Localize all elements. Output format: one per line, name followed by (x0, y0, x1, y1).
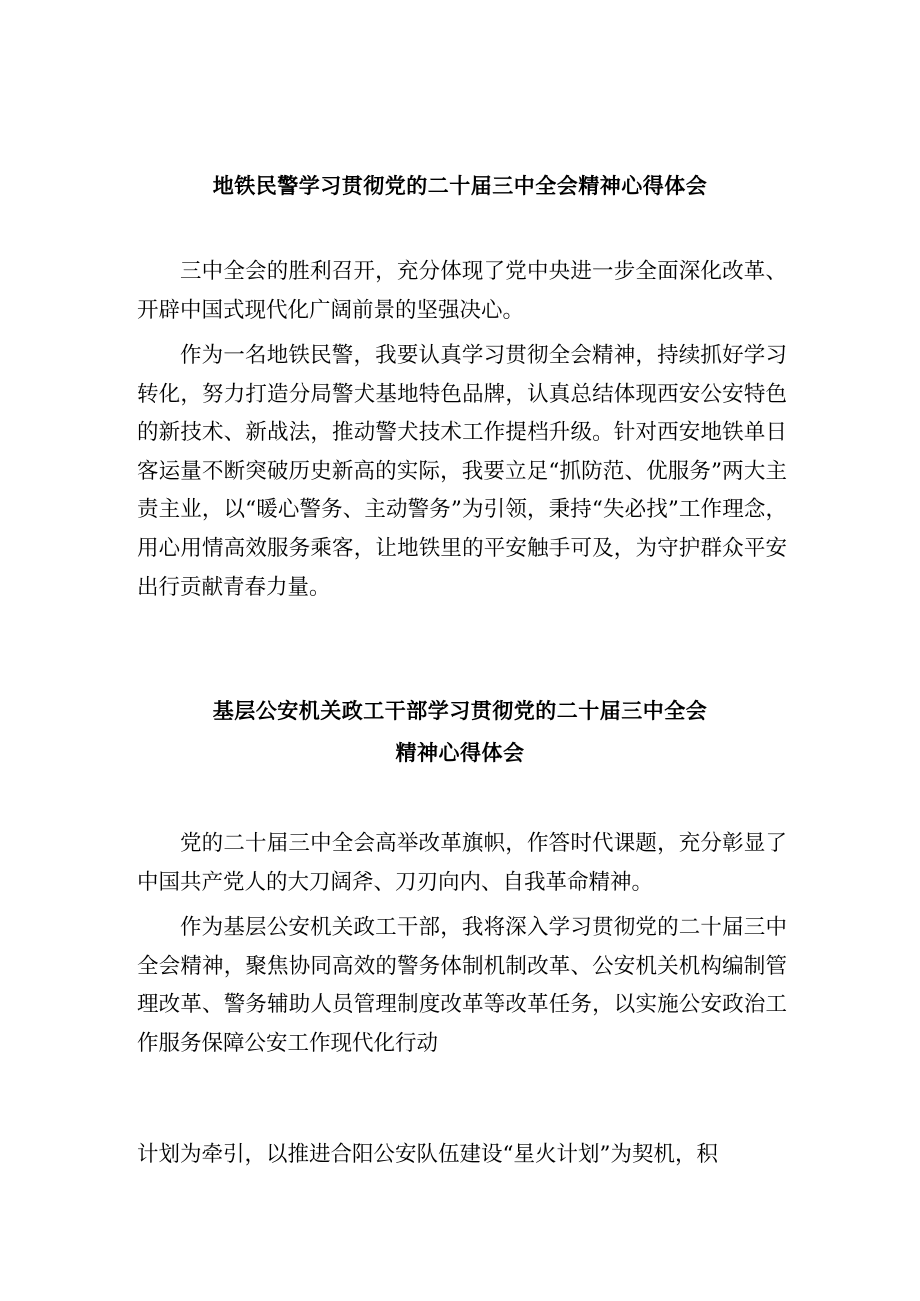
section2-title-line-1: 基层公安机关政工干部学习贯彻党的二十届三中全会 (212, 698, 708, 723)
section1-paragraph-2: 作为一名地铁民警，我要认真学习贯彻全会精神，持续抓好学习转化，努力打造分局警犬基地特色品牌，认真总结体现西安公安特色的新技术、新战法，推动警犬技术工作提档升级。针对西安地铁单日客运量不断突破历史新高的实际，我要立足“抓防范、优服务”两大主责主业，以“暖心警务、主动警务”为引领，秉持“失必找”工作理念，用心用情高效服务乘客，让地铁里的平安触手可及，为守护群众平安出行贡献青春力量。 (137, 343, 787, 600)
section2-paragraph-3: 计划为牵引，以推进合阳公安队伍建设“星火计划”为契机，积 (137, 1142, 718, 1167)
section2-paragraph-2: 作为基层公安机关政工干部，我将深入学习贯彻党的二十届三中全会精神，聚焦协同高效的警务体制机制改革、公安机关机构编制管理改革、警务辅助人员管理制度改革等改革任务，以实施公安政治工作服务保障公安工作现代化行动 (137, 915, 787, 1056)
section2-title (0, 690, 920, 774)
section1-title: 地铁民警学习贯彻党的二十届三中全会精神心得体会 (212, 173, 708, 198)
section1-paragraph-1: 三中全会的胜利召开，充分体现了党中央进一步全面深化改革、开辟中国式现代化广阔前景的坚强决心。 (137, 259, 787, 323)
section2-paragraph-1: 党的二十届三中全会高举改革旗帜，作答时代课题，充分彰显了中国共产党人的大刀阔斧、刀刃向内、自我革命精神。 (137, 831, 787, 895)
section2-title-line-2: 精神心得体会 (395, 740, 525, 765)
